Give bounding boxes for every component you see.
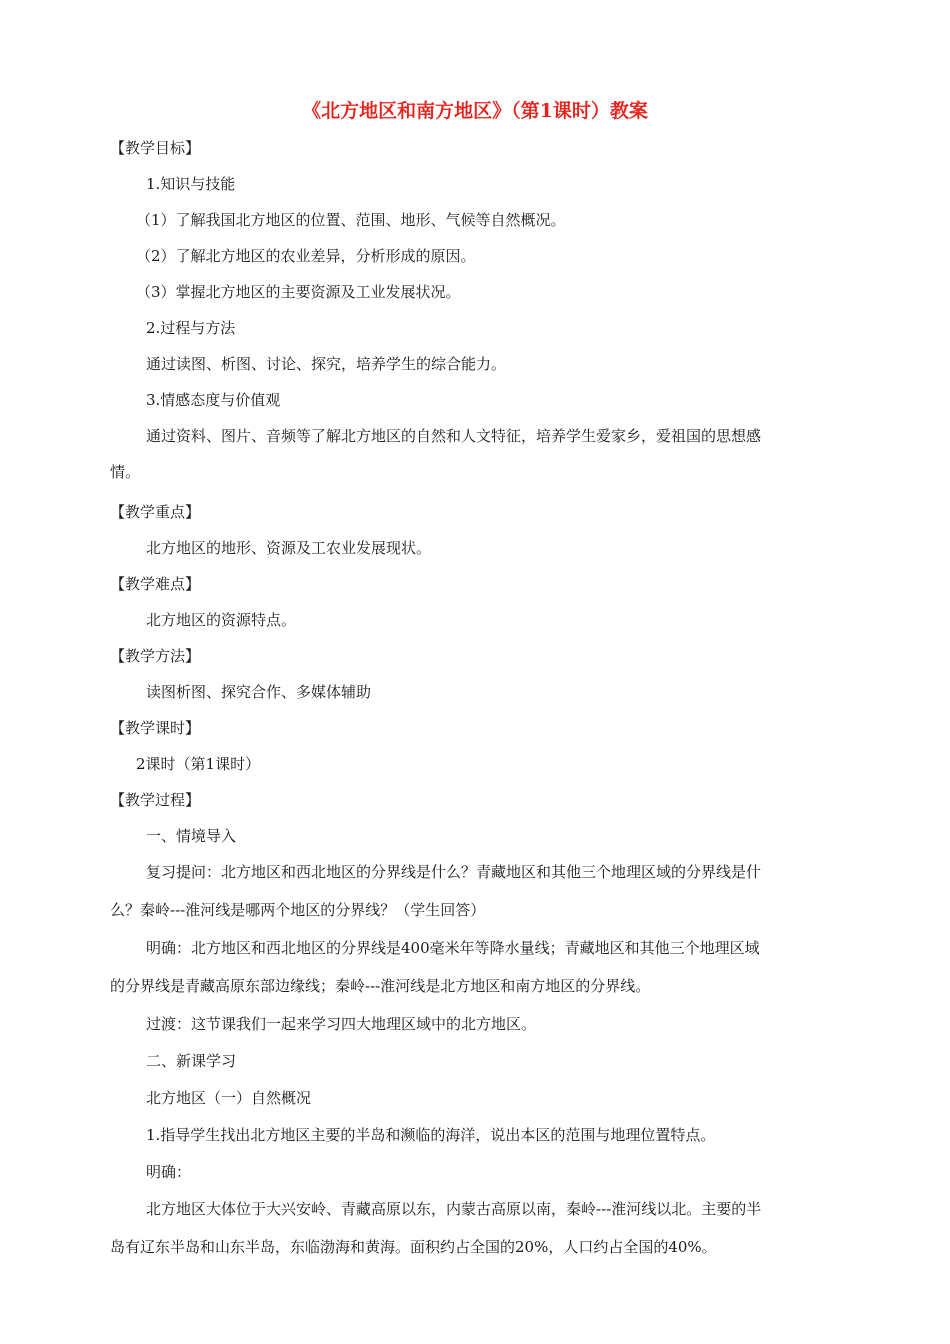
paragraph-review-question: 复习提问：北方地区和西北地区的分界线是什么？青藏地区和其他三个地理区域的分界线是什 [146, 863, 762, 881]
subheading-knowledge-skills: 1.知识与技能 [146, 175, 236, 193]
heading-key-points: 【教学重点】 [110, 503, 201, 521]
paragraph-clarify-2: 明确： [146, 1163, 192, 1181]
goal-item-2: （2）了解北方地区的农业差异，分析形成的原因。 [136, 247, 476, 265]
paragraph-transition: 过渡：这节课我们一起来学习四大地理区域中的北方地区。 [146, 1015, 537, 1033]
heading-teaching-goals: 【教学目标】 [110, 139, 201, 157]
subsection-natural-overview: 北方地区（一）自然概况 [146, 1089, 312, 1107]
paragraph-emotion-values: 通过资料、图片、音频等了解北方地区的自然和人文特征，培养学生爱家乡，爱祖国的思想感 [146, 427, 762, 445]
goal-item-3: （3）掌握北方地区的主要资源及工业发展状况。 [136, 283, 461, 301]
goal-item-1: （1）了解我国北方地区的位置、范围、地形、气候等自然概况。 [136, 211, 566, 229]
paragraph-north-location-cont: 岛有辽东半岛和山东半岛，东临渤海和黄海。面积约占全国的20%，人口约占全国的40%。 [110, 1238, 717, 1256]
paragraph-difficulties: 北方地区的资源特点。 [146, 611, 297, 629]
paragraph-clarify: 明确：北方地区和西北地区的分界线是400毫米年等降水量线；青藏地区和其他三个地理区域 [146, 939, 760, 957]
document-title: 《北方地区和南方地区》（第1课时）教案 [302, 100, 648, 122]
paragraph-review-question-cont: 么？秦岭---淮河线是哪两个地区的分界线？（学生回答） [110, 901, 486, 919]
section-new-lesson: 二、新课学习 [146, 1052, 237, 1070]
paragraph-instruction-1: 1.指导学生找出北方地区主要的半岛和濒临的海洋，说出本区的范围与地理位置特点。 [146, 1126, 716, 1144]
paragraph-key-points: 北方地区的地形、资源及工农业发展现状。 [146, 539, 432, 557]
paragraph-process-method: 通过读图、析图、讨论、探究，培养学生的综合能力。 [146, 355, 507, 373]
heading-difficulties: 【教学难点】 [110, 575, 201, 593]
paragraph-clarify-cont: 的分界线是青藏高原东部边缘线；秦岭---淮河线是北方地区和南方地区的分界线。 [110, 977, 651, 995]
heading-class-hours: 【教学课时】 [110, 719, 201, 737]
subheading-process-method: 2.过程与方法 [146, 319, 236, 337]
heading-teaching-process: 【教学过程】 [110, 791, 201, 809]
section-intro: 一、情境导入 [146, 827, 237, 845]
paragraph-north-location: 北方地区大体位于大兴安岭、青藏高原以东，内蒙古高原以南，秦岭---淮河线以北。主要的半 [146, 1200, 762, 1218]
heading-methods: 【教学方法】 [110, 647, 201, 665]
paragraph-class-hours: 2课时（第1课时） [136, 755, 261, 773]
paragraph-methods: 读图析图、探究合作、多媒体辅助 [146, 683, 372, 701]
paragraph-emotion-values-cont: 情。 [110, 463, 141, 481]
subheading-emotion-values: 3.情感态度与价值观 [146, 391, 281, 409]
